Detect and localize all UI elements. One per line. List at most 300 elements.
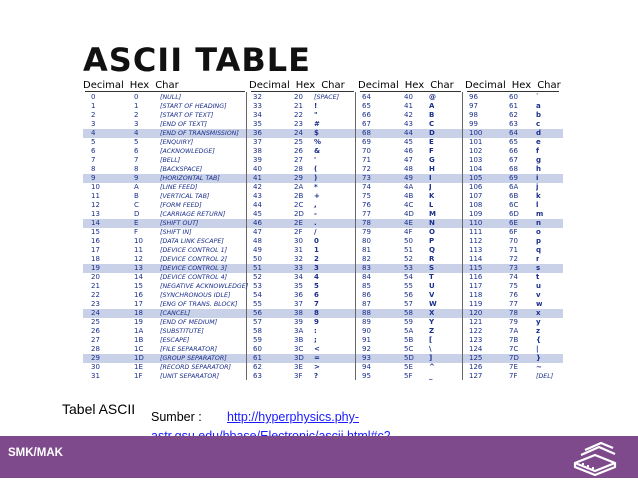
decimal-cell: 21 (91, 282, 100, 290)
hex-cell: 7F (509, 372, 518, 380)
decimal-cell: 48 (253, 237, 262, 245)
char-cell: F (429, 147, 434, 155)
decimal-cell: 95 (362, 372, 371, 380)
char-cell: W (429, 300, 437, 308)
char-cell: [SPACE] (314, 94, 340, 101)
hex-cell: 5A (404, 327, 414, 335)
char-cell: I (429, 174, 432, 182)
hex-cell: 48 (404, 165, 413, 173)
hex-cell: 3A (294, 327, 304, 335)
decimal-cell: 108 (469, 201, 483, 209)
decimal-cell: 19 (91, 264, 100, 272)
char-cell: r (536, 255, 540, 263)
hex-cell: 12 (134, 255, 143, 263)
hex-cell: 2C (294, 201, 304, 209)
char-cell: g (536, 156, 542, 164)
hex-cell: 74 (509, 273, 518, 281)
header-underline (360, 91, 461, 92)
decimal-cell: 126 (469, 363, 483, 371)
decimal-cell: 51 (253, 264, 262, 272)
char-cell: 1 (314, 246, 319, 254)
char-cell: T (429, 273, 434, 281)
decimal-cell: 59 (253, 336, 262, 344)
decimal-cell: 111 (469, 228, 483, 236)
decimal-cell: 119 (469, 300, 483, 308)
hex-cell: 6 (134, 147, 139, 155)
decimal-cell: 11 (91, 192, 100, 200)
decimal-cell: 37 (253, 138, 262, 146)
hex-cell: 5E (404, 363, 413, 371)
char-cell: 4 (314, 273, 319, 281)
table-header-group (465, 80, 567, 91)
decimal-cell: 74 (362, 183, 371, 191)
hex-cell: C (134, 201, 139, 209)
char-cell: _ (429, 372, 433, 380)
char-cell: [SUBSTITUTE] (160, 328, 204, 335)
header-underline (85, 91, 245, 92)
decimal-cell: 14 (91, 219, 100, 227)
decimal-cell: 16 (91, 237, 100, 245)
decimal-cell: 26 (91, 327, 100, 335)
decimal-cell: 50 (253, 255, 262, 263)
decimal-cell: 87 (362, 300, 371, 308)
column-divider (355, 92, 356, 380)
char-cell: [DEVICE CONTROL 4] (160, 274, 228, 281)
hex-cell: 46 (404, 147, 413, 155)
char-cell: [END OF TRANSMISSION] (160, 130, 239, 137)
decimal-cell: 93 (362, 354, 371, 362)
char-cell: ` (536, 93, 540, 101)
hex-cell: 79 (509, 318, 518, 326)
decimal-cell: 6 (91, 147, 96, 155)
column-header: Decimal (249, 80, 290, 91)
char-cell: Z (429, 327, 435, 335)
decimal-cell: 17 (91, 246, 100, 254)
decimal-cell: 58 (253, 327, 262, 335)
hex-cell: 36 (294, 291, 303, 299)
hex-cell: 6F (509, 228, 518, 236)
char-cell: * (314, 183, 318, 191)
column-header: Hex (129, 80, 150, 91)
hex-cell: 64 (509, 129, 518, 137)
char-cell: j (536, 183, 539, 191)
hex-cell: A (134, 183, 139, 191)
decimal-cell: 114 (469, 255, 483, 263)
decimal-cell: 112 (469, 237, 483, 245)
decimal-cell: 106 (469, 183, 483, 191)
decimal-cell: 4 (91, 129, 96, 137)
hex-cell: 20 (294, 93, 303, 101)
hex-cell: 41 (404, 102, 413, 110)
char-cell: [BACKSPACE] (160, 166, 203, 173)
table-header-group (83, 80, 185, 91)
column-divider (246, 92, 247, 380)
char-cell: D (429, 129, 435, 137)
hex-cell: 31 (294, 246, 303, 254)
char-cell: , (314, 201, 317, 209)
footer-bar (0, 436, 638, 478)
hex-cell: 47 (404, 156, 413, 164)
hex-cell: 15 (134, 282, 143, 290)
decimal-cell: 71 (362, 156, 371, 164)
decimal-cell: 125 (469, 354, 483, 362)
char-cell: t (536, 273, 540, 281)
decimal-cell: 64 (362, 93, 371, 101)
char-cell: [ENG OF TRANS. BLOCK] (160, 301, 238, 308)
table-header-group (358, 80, 460, 91)
char-cell: ; (314, 336, 317, 344)
char-cell: f (536, 147, 540, 155)
decimal-cell: 53 (253, 282, 262, 290)
decimal-cell: 121 (469, 318, 483, 326)
decimal-cell: 73 (362, 174, 371, 182)
hex-cell: 30 (294, 237, 303, 245)
hex-cell: 75 (509, 282, 518, 290)
decimal-cell: 42 (253, 183, 262, 191)
char-cell: [CANCEL] (160, 310, 191, 317)
decimal-cell: 44 (253, 201, 262, 209)
hex-cell: 2F (294, 228, 303, 236)
char-cell: [VERTICAL TAB] (160, 193, 210, 200)
char-cell: x (536, 309, 541, 317)
char-cell: [FORM FEED] (160, 202, 202, 209)
char-cell: E (429, 138, 434, 146)
decimal-cell: 88 (362, 309, 371, 317)
decimal-cell: 98 (469, 111, 478, 119)
char-cell: [DEVICE CONTROL 2] (160, 256, 228, 263)
char-cell: P (429, 237, 435, 245)
char-cell: [ (429, 336, 433, 344)
row-highlight (83, 129, 563, 138)
char-cell: { (536, 336, 541, 344)
decimal-cell: 94 (362, 363, 371, 371)
char-cell: 9 (314, 318, 319, 326)
hex-cell: 6D (509, 210, 519, 218)
hex-cell: 43 (404, 120, 413, 128)
hex-cell: 7A (509, 327, 519, 335)
hex-cell: 4D (404, 210, 414, 218)
column-divider (462, 92, 463, 380)
char-cell: [SHIFT OUT] (160, 220, 199, 227)
decimal-cell: 28 (91, 345, 100, 353)
hex-cell: 57 (404, 300, 413, 308)
hex-cell: 61 (509, 102, 518, 110)
hex-cell: 16 (134, 291, 143, 299)
hex-cell: 6B (509, 192, 519, 200)
hex-cell: 10 (134, 237, 143, 245)
char-cell: S (429, 264, 435, 272)
hex-cell: 19 (134, 318, 143, 326)
source-link[interactable]: http://hyperphysics.phy- (227, 410, 360, 424)
hex-cell: 40 (404, 93, 413, 101)
decimal-cell: 110 (469, 219, 483, 227)
hex-cell: 0 (134, 93, 139, 101)
decimal-cell: 56 (253, 309, 262, 317)
hex-cell: 3E (294, 363, 303, 371)
hex-cell: 35 (294, 282, 303, 290)
row-highlight (83, 354, 563, 363)
char-cell: V (429, 291, 435, 299)
hex-cell: 1E (134, 363, 143, 371)
hex-cell: 3B (294, 336, 304, 344)
hex-cell: 2B (294, 192, 304, 200)
decimal-cell: 45 (253, 210, 262, 218)
row-highlight (83, 309, 563, 318)
char-cell: a (536, 102, 541, 110)
decimal-cell: 52 (253, 273, 262, 281)
decimal-cell: 101 (469, 138, 483, 146)
decimal-cell: 81 (362, 246, 371, 254)
char-cell: [ESCAPE] (160, 337, 190, 344)
hex-cell: 1F (134, 372, 143, 380)
char-cell: | (536, 345, 539, 353)
decimal-cell: 0 (91, 93, 96, 101)
hex-cell: 27 (294, 156, 303, 164)
hex-cell: 77 (509, 300, 518, 308)
hex-cell: 42 (404, 111, 413, 119)
hex-cell: 5B (404, 336, 414, 344)
char-cell: [HORIZONTAL TAB] (160, 175, 220, 182)
decimal-cell: 13 (91, 210, 100, 218)
hex-cell: 7C (509, 345, 519, 353)
hex-cell: 1B (134, 336, 144, 344)
row-highlight (83, 219, 563, 228)
decimal-cell: 54 (253, 291, 262, 299)
hex-cell: 69 (509, 174, 518, 182)
hex-cell: 2A (294, 183, 304, 191)
char-cell: u (536, 282, 541, 290)
decimal-cell: 123 (469, 336, 483, 344)
hex-cell: 38 (294, 309, 303, 317)
decimal-cell: 57 (253, 318, 262, 326)
hex-cell: 4B (404, 192, 414, 200)
hex-cell: 76 (509, 291, 518, 299)
char-cell: [SHIFT IN] (160, 229, 192, 236)
hex-cell: 6E (509, 219, 518, 227)
hex-cell: 1A (134, 327, 144, 335)
hex-cell: 4E (404, 219, 413, 227)
char-cell: [BELL] (160, 157, 181, 164)
hex-cell: F (134, 228, 139, 236)
char-cell: : (314, 327, 317, 335)
table-header-group (249, 80, 351, 91)
char-cell: Y (429, 318, 435, 326)
decimal-cell: 3 (91, 120, 96, 128)
char-cell: M (429, 210, 436, 218)
char-cell: . (314, 219, 317, 227)
column-header: Char (430, 80, 454, 91)
hex-cell: 5 (134, 138, 139, 146)
char-cell: J (429, 183, 432, 191)
decimal-cell: 124 (469, 345, 483, 353)
decimal-cell: 97 (469, 102, 478, 110)
decimal-cell: 77 (362, 210, 371, 218)
char-cell: 2 (314, 255, 319, 263)
decimal-cell: 47 (253, 228, 262, 236)
decimal-cell: 115 (469, 264, 483, 272)
hex-cell: 28 (294, 165, 303, 173)
char-cell: ] (429, 354, 433, 362)
hex-cell: 26 (294, 147, 303, 155)
char-cell: = (314, 354, 320, 362)
decimal-cell: 117 (469, 282, 483, 290)
hex-cell: 66 (509, 147, 518, 155)
char-cell: [DEVICE CONTROL 1] (160, 247, 228, 254)
decimal-cell: 96 (469, 93, 478, 101)
char-cell: [LINE FEED] (160, 184, 198, 191)
decimal-cell: 43 (253, 192, 262, 200)
decimal-cell: 25 (91, 318, 100, 326)
decimal-cell: 34 (253, 111, 262, 119)
hex-cell: 11 (134, 246, 143, 254)
char-cell: G (429, 156, 435, 164)
hex-cell: 58 (404, 309, 413, 317)
hex-cell: 7E (509, 363, 518, 371)
char-cell: [FILE SEPARATOR] (160, 346, 218, 353)
hex-cell: 14 (134, 273, 143, 281)
char-cell: s (536, 264, 541, 272)
char-cell: [ENQUIRY] (160, 139, 194, 146)
decimal-cell: 23 (91, 300, 100, 308)
hex-cell: 2D (294, 210, 304, 218)
decimal-cell: 62 (253, 363, 262, 371)
hex-cell: 53 (404, 264, 413, 272)
hex-cell: 8 (134, 165, 139, 173)
hex-cell: 17 (134, 300, 143, 308)
decimal-cell: 84 (362, 273, 371, 281)
row-highlight (83, 174, 563, 183)
char-cell: U (429, 282, 435, 290)
char-cell: > (314, 363, 320, 371)
decimal-cell: 89 (362, 318, 371, 326)
decimal-cell: 20 (91, 273, 100, 281)
hex-cell: 22 (294, 111, 303, 119)
hex-cell: 3C (294, 345, 304, 353)
char-cell: A (429, 102, 435, 110)
char-cell: / (314, 228, 317, 236)
column-header: Decimal (358, 80, 399, 91)
hex-cell: 50 (404, 237, 413, 245)
column-header: Decimal (83, 80, 124, 91)
char-cell: [DEL] (536, 373, 554, 380)
char-cell: b (536, 111, 542, 119)
decimal-cell: 33 (253, 102, 262, 110)
hex-cell: 39 (294, 318, 303, 326)
hex-cell: 23 (294, 120, 303, 128)
hex-cell: 51 (404, 246, 413, 254)
decimal-cell: 116 (469, 273, 483, 281)
decimal-cell: 60 (253, 345, 262, 353)
decimal-cell: 49 (253, 246, 262, 254)
char-cell: \ (429, 345, 432, 353)
char-cell: X (429, 309, 435, 317)
char-cell: [ACKNOWLEDGE] (160, 148, 215, 155)
decimal-cell: 15 (91, 228, 100, 236)
row-highlight (83, 264, 563, 273)
decimal-cell: 107 (469, 192, 483, 200)
char-cell: y (536, 318, 541, 326)
char-cell: - (314, 210, 317, 218)
char-cell: [UNIT SEPARATOR] (160, 373, 220, 380)
decimal-cell: 39 (253, 156, 262, 164)
hex-cell: 1C (134, 345, 144, 353)
hex-cell: 29 (294, 174, 303, 182)
hex-cell: 4F (404, 228, 413, 236)
header-underline (251, 91, 354, 92)
hex-cell: 9 (134, 174, 139, 182)
decimal-cell: 41 (253, 174, 262, 182)
hex-cell: 45 (404, 138, 413, 146)
decimal-cell: 103 (469, 156, 483, 164)
char-cell: 8 (314, 309, 319, 317)
decimal-cell: 46 (253, 219, 262, 227)
hex-cell: 1D (134, 354, 144, 362)
hex-cell: E (134, 219, 139, 227)
decimal-cell: 61 (253, 354, 262, 362)
decimal-cell: 66 (362, 111, 371, 119)
decimal-cell: 36 (253, 129, 262, 137)
decimal-cell: 118 (469, 291, 483, 299)
hex-cell: 4A (404, 183, 414, 191)
decimal-cell: 55 (253, 300, 262, 308)
decimal-cell: 10 (91, 183, 100, 191)
hex-cell: 3D (294, 354, 304, 362)
char-cell: @ (429, 93, 436, 101)
footer-label: SMK/MAK (8, 447, 63, 459)
decimal-cell: 18 (91, 255, 100, 263)
char-cell: [NULL] (160, 94, 182, 101)
hex-cell: 52 (404, 255, 413, 263)
column-header: Char (155, 80, 179, 91)
char-cell: k (536, 192, 541, 200)
hex-cell: 73 (509, 264, 518, 272)
decimal-cell: 80 (362, 237, 371, 245)
decimal-cell: 67 (362, 120, 371, 128)
char-cell: ~ (536, 363, 542, 371)
hex-cell: 37 (294, 300, 303, 308)
hex-cell: 70 (509, 237, 518, 245)
column-header: Hex (295, 80, 316, 91)
char-cell: ' (314, 156, 317, 164)
hex-cell: 33 (294, 264, 303, 272)
char-cell: m (536, 210, 544, 218)
decimal-cell: 85 (362, 282, 371, 290)
decimal-cell: 1 (91, 102, 96, 110)
char-cell: Q (429, 246, 435, 254)
char-cell: q (536, 246, 542, 254)
decimal-cell: 2 (91, 111, 96, 119)
char-cell: i (536, 174, 539, 182)
hex-cell: 7B (509, 336, 519, 344)
hex-cell: 24 (294, 129, 303, 137)
decimal-cell: 70 (362, 147, 371, 155)
char-cell: [CARRIAGE RETURN] (160, 211, 226, 218)
hex-cell: 32 (294, 255, 303, 263)
hex-cell: 21 (294, 102, 303, 110)
decimal-cell: 82 (362, 255, 371, 263)
hex-cell: 78 (509, 309, 518, 317)
books-logo-icon (565, 437, 625, 482)
decimal-cell: 30 (91, 363, 100, 371)
char-cell: ? (314, 372, 319, 380)
char-cell: [SYNCHRONOUS IDLE] (160, 292, 231, 299)
char-cell: [END OF TEXT] (160, 121, 208, 128)
hex-cell: 13 (134, 264, 143, 272)
char-cell: [END OF MEDIUM] (160, 319, 218, 326)
decimal-cell: 68 (362, 129, 371, 137)
decimal-cell: 120 (469, 309, 483, 317)
decimal-cell: 90 (362, 327, 371, 335)
